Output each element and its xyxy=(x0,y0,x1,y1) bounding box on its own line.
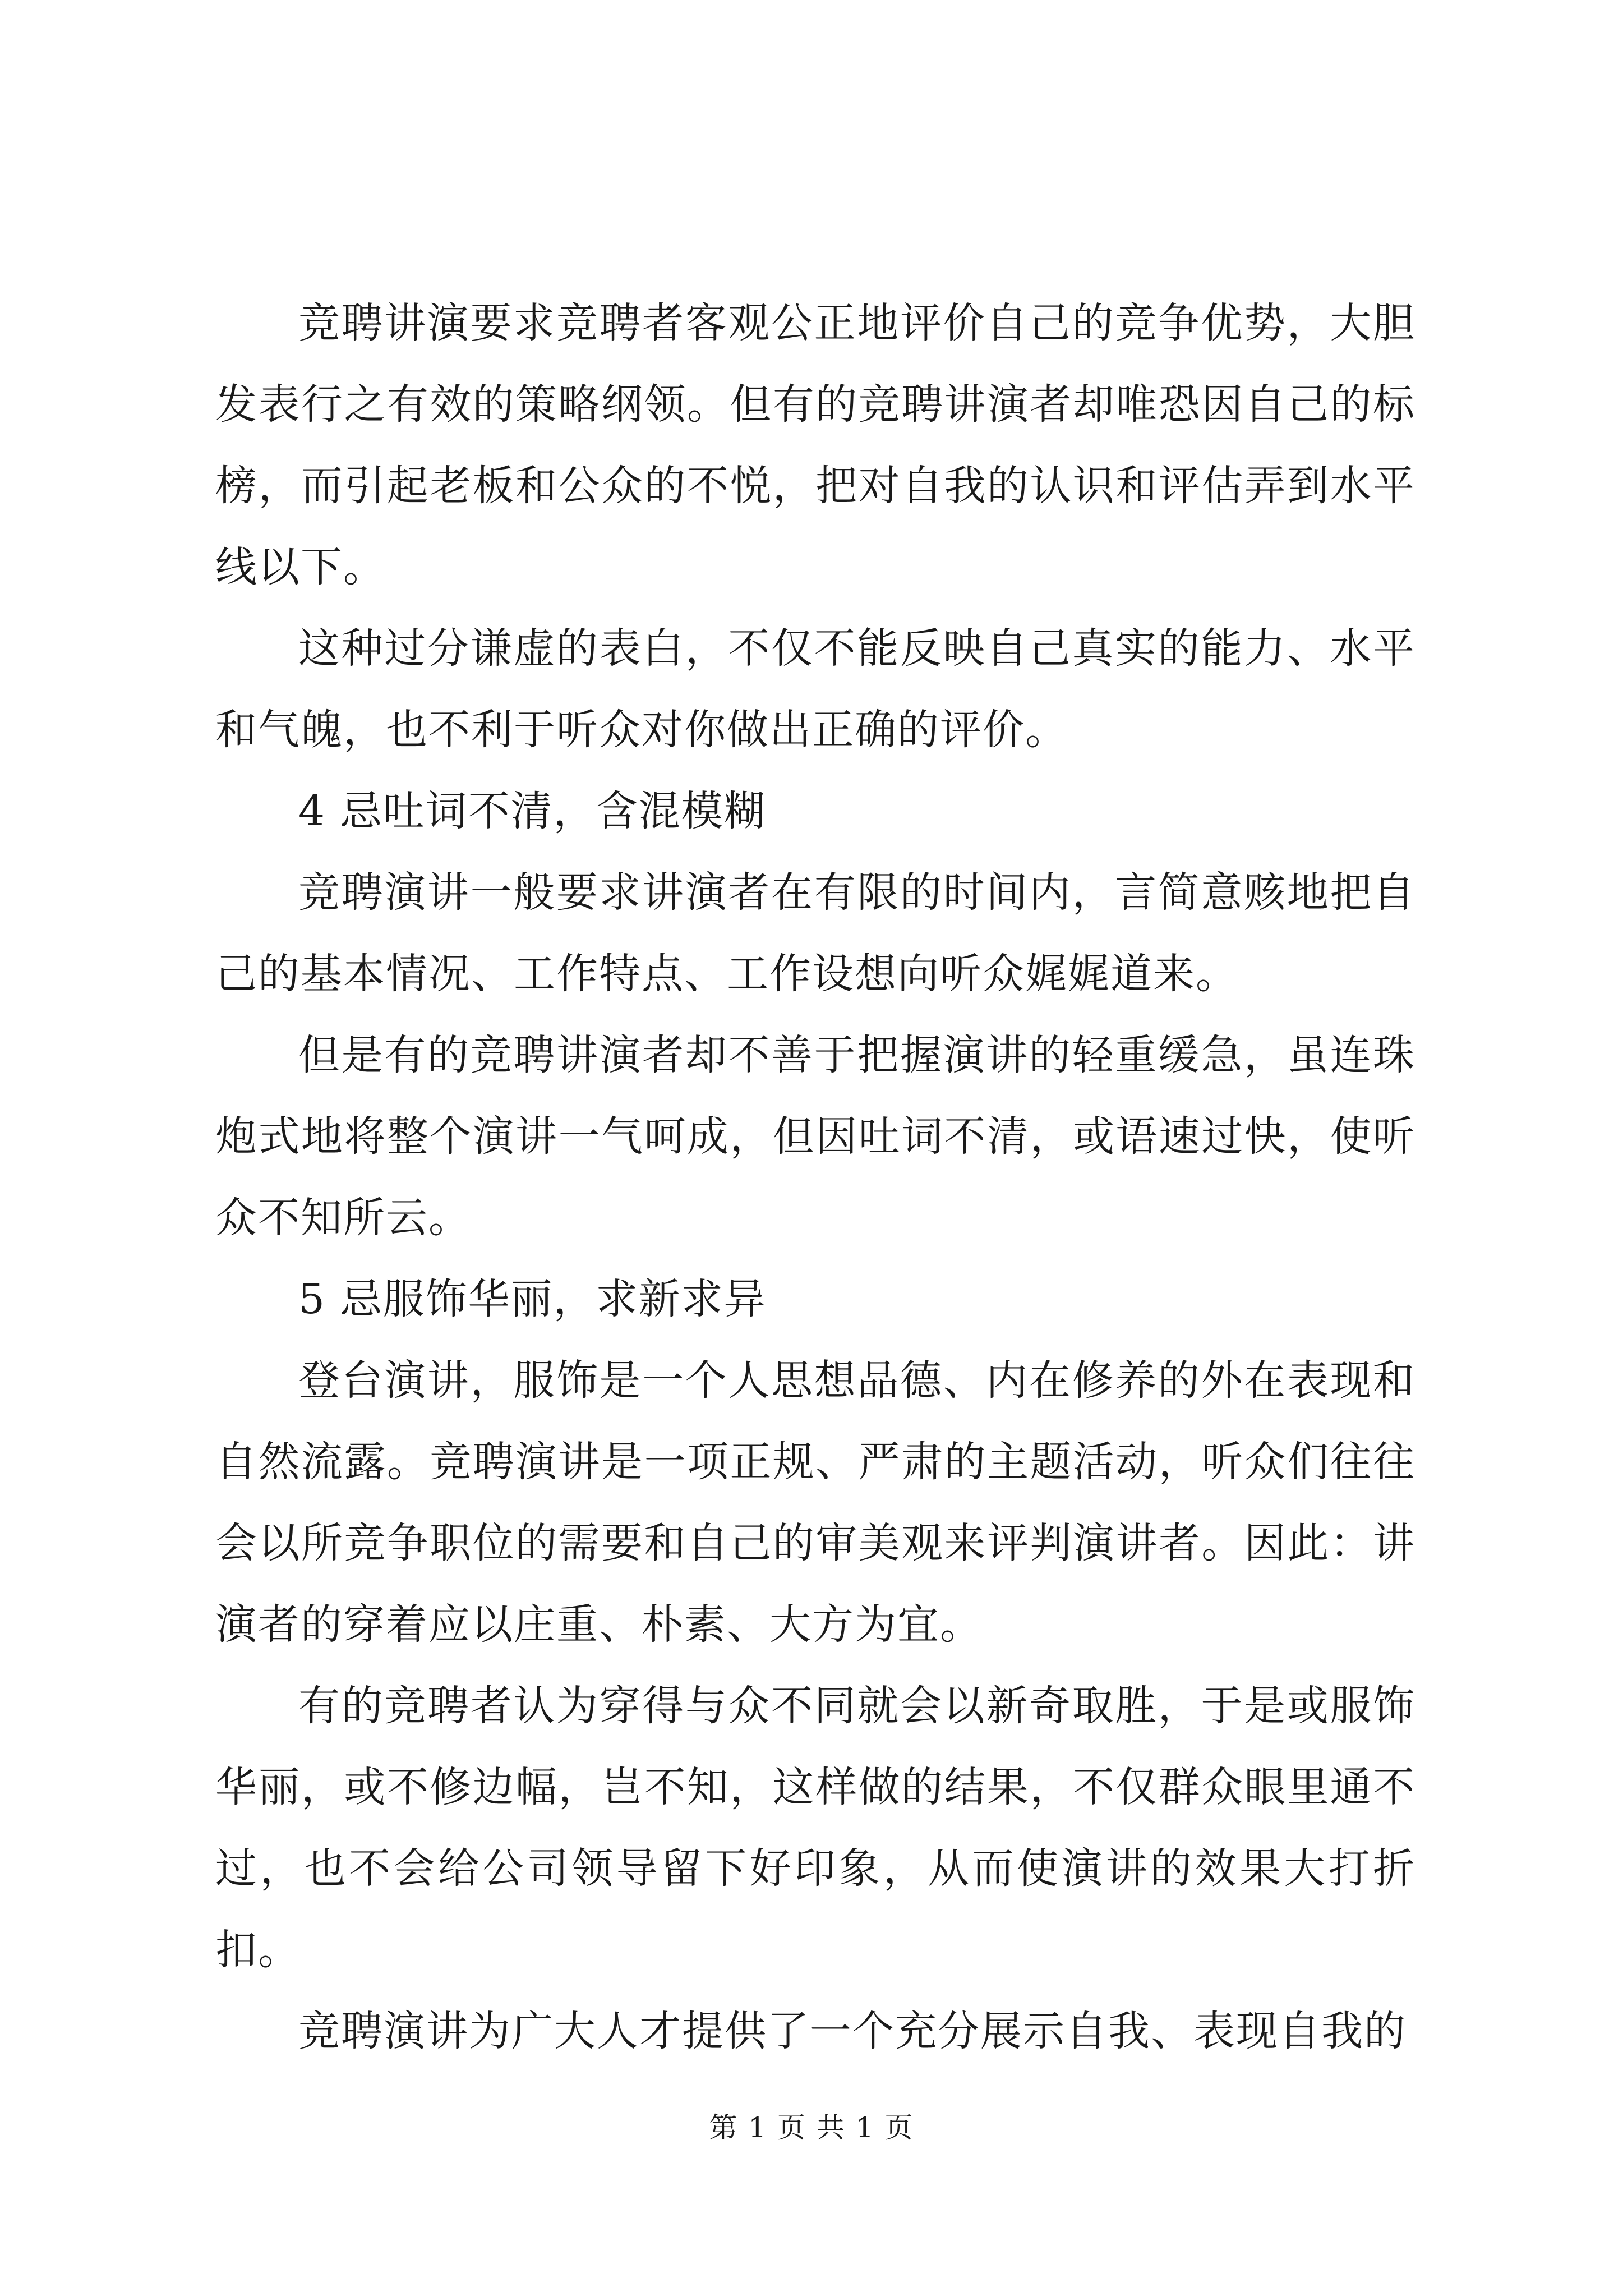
page-footer: 第 1 页 共 1 页 xyxy=(709,2111,914,2144)
section-heading: 4 忌吐词不清，含混模糊 xyxy=(298,787,767,835)
paragraph: 竞聘讲演要求竞聘者客观公正地评价自己的竞争优势，大胆发表行之有效的策略纲领。但有的竞聘讲演者却唯恐因自己的标榜，而引起老板和公众的不悦，把对自我的认识和评估弄到水平线以下。 xyxy=(215,299,1415,591)
paragraph: 竞聘演讲一般要求讲演者在有限的时间内，言简意赅地把自己的基本情况、工作特点、工作设想向听众娓娓道来。 xyxy=(215,868,1415,998)
paragraph: 登台演讲，服饰是一个人思想品德、内在修养的外在表现和自然流露。竞聘演讲是一项正规、严肃的主题活动，听众们往往会以所竞争职位的需要和自己的审美观来评判演讲者。因此：讲演者的穿着应以庄重、朴素、大方为宜。 xyxy=(215,1356,1415,1649)
section-heading: 5 忌服饰华丽，求新求异 xyxy=(298,1275,767,1323)
paragraph: 这种过分谦虚的表白，不仅不能反映自己真实的能力、水平和气魄，也不利于听众对你做出正确的评价。 xyxy=(215,624,1415,754)
paragraph: 有的竞聘者认为穿得与众不同就会以新奇取胜，于是或服饰华丽，或不修边幅，岂不知，这样做的结果，不仅群众眼里通不过，也不会给公司领导留下好印象，从而使演讲的效果大打折扣。 xyxy=(215,1682,1415,1974)
paragraph: 竞聘演讲为广大人才提供了一个充分展示自我、表现自我的 xyxy=(298,2007,1407,2055)
document-body xyxy=(215,283,1415,2072)
paragraph: 但是有的竞聘讲演者却不善于把握演讲的轻重缓急，虽连珠炮式地将整个演讲一气呵成，但因吐词不清，或语速过快，使听众不知所云。 xyxy=(215,1031,1415,1242)
